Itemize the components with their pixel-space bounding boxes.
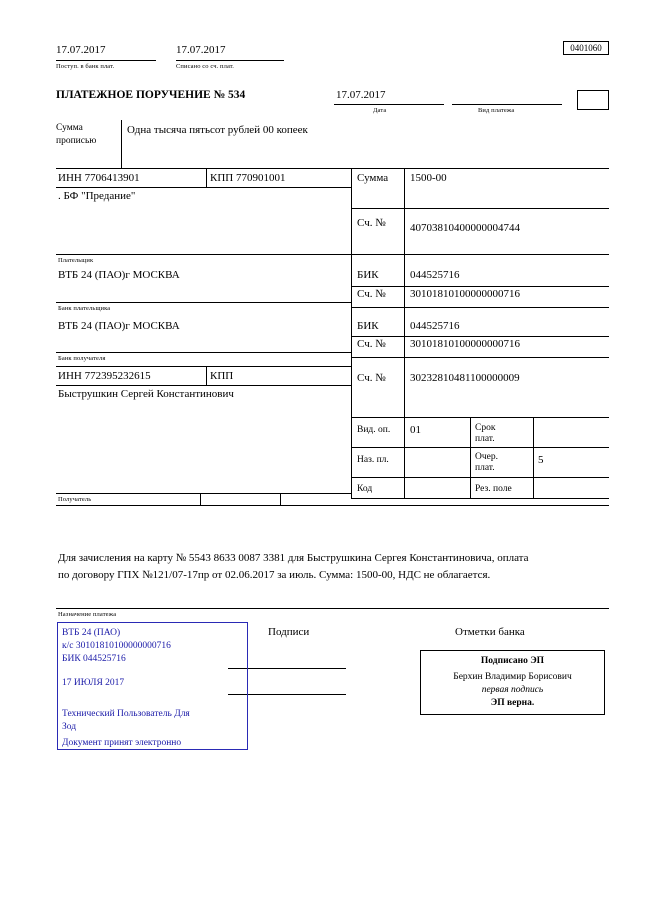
purpose-text-line1: Для зачисления на карту № 5543 8633 0087 3381 для Быструшкина Сергея Константиновича, оплата [58,552,529,564]
payee-role-label: Получатель [58,496,92,503]
payer-bank-bic-value: 044525716 [410,269,460,281]
amount-words-label-2: прописью [56,136,97,146]
payee-inn [58,370,151,382]
payer-kpp [210,172,285,184]
payee-row-tick-2 [280,493,281,505]
payer-bank-bic-divider [404,254,405,290]
term-label-2: плат. [475,434,495,444]
eds-line-1: Подписано ЭП [480,656,545,666]
payee-block-bottom-line [56,493,351,494]
payer-bank-account-divider [404,286,405,308]
payee-bank-bic-divider [404,307,405,337]
queue-label-1: Очер. [475,452,498,462]
payee-inn-row-top-line [56,366,351,367]
payer-bank-role-label: Банк плательщика [58,305,111,312]
queue-label-2: плат. [475,463,495,473]
purpose-block-top-line [56,505,609,506]
page-title: ПЛАТЕЖНОЕ ПОРУЧЕНИЕ № 534 [56,89,246,101]
payer-name: . БФ "Предание" [58,190,136,202]
date-written-off-label: Списано со сч. плат. [176,63,234,70]
payee-bank-bic-value: 044525716 [410,320,460,332]
payee-bank-account-bottom-line [351,357,609,358]
payer-kpp-label: КПП [210,172,234,184]
payer-kpp-value: 770901001 [235,172,286,184]
payee-account-label: Сч. № [357,372,386,384]
payee-inn-kpp-divider [206,366,207,385]
amount-value-divider [404,168,405,208]
payee-inn-value: 772395232615 [84,370,151,382]
purpose-label: Назначение платежа [58,611,117,618]
payee-bank-bic-bottom-line [351,336,609,337]
payee-kpp [210,370,233,382]
stamp-line-7: Документ принят электронно [62,738,182,748]
stamp-line-4: 17 ИЮЛЯ 2017 [62,678,125,688]
date-received-value: 17.07.2017 [56,44,106,56]
payee-account-bottom-line [351,417,609,418]
codes-row1-bottom-line [351,447,609,448]
codes-col4-divider [533,417,534,498]
form-code-box: 0401060 [563,41,609,55]
codes-col2-divider [404,417,405,498]
stamp-line-3: БИК 044525716 [62,654,126,664]
op-kind-label: Вид. оп. [357,425,391,435]
payer-account-label: Сч. № [357,217,386,229]
eds-line-3: первая подпись [481,685,544,695]
amount-label: Сумма [357,172,389,184]
stamp-line-1: ВТБ 24 (ПАО) [62,628,121,638]
payee-bank-bic-label: БИК [357,320,379,332]
date-written-off-underline [176,60,284,61]
bank-marks-label: Отметки банка [455,626,525,638]
payer-bank-bottom-line [56,302,351,303]
payee-account-divider [404,357,405,417]
payment-kind-box [577,90,609,110]
payee-name: Быструшкин Сергей Константинович [58,388,234,400]
purpose-code-label: Наз. пл. [357,455,389,465]
code-label: Код [357,484,373,494]
term-label-1: Срок [475,423,496,433]
amount-words-label-1: Сумма [56,123,83,133]
codes-row2-bottom-line [351,477,609,478]
payer-account-bottom-line [351,254,609,255]
codes-col3-divider [470,417,471,498]
payer-bank-bic-label: БИК [357,269,379,281]
payee-bank-bottom-line [56,352,351,353]
queue-value: 5 [538,454,544,466]
payment-kind-label: Вид платежа [478,107,515,114]
payer-role-label: Плательщик [58,257,94,264]
purpose-bottom-line [56,608,609,609]
payee-kpp-label: КПП [210,370,234,382]
payer-account-divider [404,208,405,254]
payee-bank-name: ВТБ 24 (ПАО)г МОСКВА [58,320,180,332]
amount-value: 1500-00 [410,172,447,184]
inn-row-bottom-line [56,187,351,188]
eds-line-4: ЭП верна. [490,698,535,708]
payer-inn-value: 7706413901 [84,172,140,184]
inn-kpp-divider [206,168,207,187]
stamp-line-6: Зод [62,722,77,732]
stamp-line-5: Технический Пользователь Для [62,709,190,719]
op-kind-value: 01 [410,424,421,436]
payer-inn-label: ИНН [58,172,82,184]
purpose-text-line2: по договору ГПХ №121/07-17пр от 02.06.2017 за июль. Сумма: 1500-00, НДС не облагается. [58,569,491,581]
payer-bank-account-bottom-line [351,307,609,308]
res-field-label: Рез. поле [475,484,512,494]
payer-inn [58,172,140,184]
payee-row-tick-1 [200,493,201,505]
payee-bank-account-divider [404,336,405,358]
right-column-divider [351,168,352,498]
date-received-label: Поступ. в банк плат. [56,63,115,70]
doc-date-value: 17.07.2017 [336,89,386,101]
signatures-label: Подписи [268,626,310,638]
codes-row3-bottom-line [351,498,609,499]
payee-account-value: 30232810481100000009 [410,372,520,384]
date-received-underline [56,60,156,61]
stamp-line-2: к/с 30101810100000000716 [62,641,171,651]
doc-date-underline [334,104,444,105]
payer-block-bottom-line [56,254,351,255]
payee-bank-account-label: Сч. № [357,338,386,350]
amount-row-bottom-line [351,208,609,209]
payer-bank-name: ВТБ 24 (ПАО)г МОСКВА [58,269,180,281]
amount-words-divider [121,120,122,169]
payer-bank-bic-bottom-line [351,286,609,287]
payee-inn-label: ИНН [58,370,82,382]
payee-bank-role-label: Банк получателя [58,355,106,362]
payment-kind-underline [452,104,562,105]
payee-inn-row-bottom-line [56,385,351,386]
payer-account-value: 40703810400000004744 [410,222,520,234]
amount-in-words-value: Одна тысяча пятьсот рублей 00 копеек [127,124,308,136]
payee-bank-account-value: 30101810100000000716 [410,338,520,350]
payer-bank-account-label: Сч. № [357,288,386,300]
payer-bank-account-value: 30101810100000000716 [410,288,520,300]
doc-date-label: Дата [373,107,387,114]
eds-line-2: Берхин Владимир Борисович [453,672,572,682]
date-written-off-value: 17.07.2017 [176,44,226,56]
amount-words-bottom-line [56,168,609,169]
